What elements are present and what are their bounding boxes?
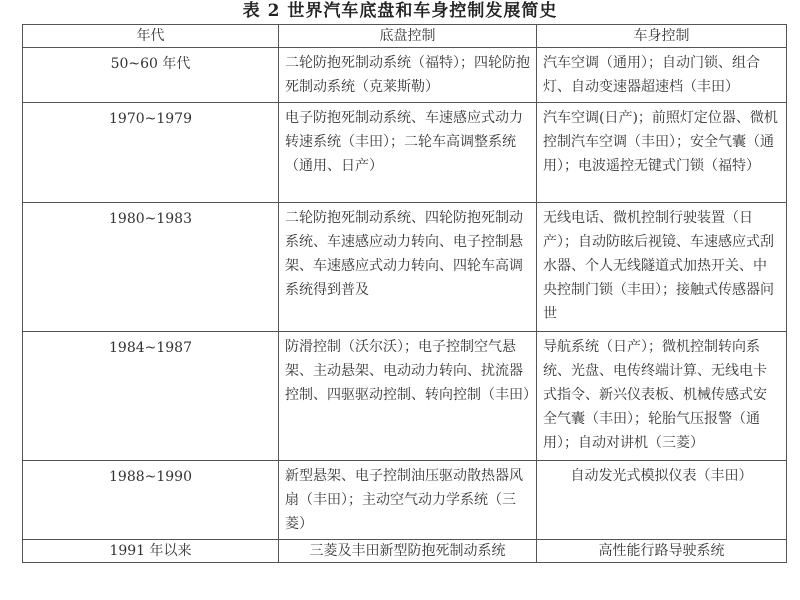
cell-body: 汽车空调（通用）；自动门锁、组合灯、自动变速器超速档（丰田） — [537, 48, 787, 103]
cell-chassis: 二轮防抱死制动系统、四轮防抱死制动系统、车速感应动力转向、电子控制悬架、车速感应式动力转向、四轮车高调系统得到普及 — [279, 203, 537, 332]
table-row — [23, 203, 787, 332]
cell-chassis: 防滑控制（沃尔沃）；电子控制空气悬架、主动悬架、电动动力转向、扰流器控制、四驱驱动控制、转向控制（丰田） — [279, 332, 537, 461]
cell-period: 1988~1990 — [23, 461, 279, 540]
cell-period: 1980~1983 — [23, 203, 279, 332]
header-chassis: 底盘控制 — [279, 25, 537, 48]
table-row — [23, 332, 787, 461]
header-body: 车身控制 — [537, 25, 787, 48]
cell-body: 汽车空调(日产)；前照灯定位器、微机控制汽车空调（丰田）；安全气囊（通用）；电波遥控无键式门锁（福特） — [537, 103, 787, 203]
cell-chassis: 电子防抱死制动系统、车速感应式动力转速系统（丰田）；二轮车高调整系统（通用、日产） — [279, 103, 537, 203]
cell-body: 导航系统（日产）；微机控制转向系统、光盘、电传终端计算、无线电卡式指令、新兴仪表板、机械传感式安全气囊（丰田）；轮胎气压报警（通用）；自动对讲机（三菱） — [537, 332, 787, 461]
table-row — [23, 540, 787, 563]
cell-chassis: 新型悬架、电子控制油压驱动散热器风扇（丰田）；主动空气动力学系统（三菱） — [279, 461, 537, 540]
cell-period: 1991 年以来 — [23, 540, 279, 563]
cell-chassis: 三菱及丰田新型防抱死制动系统 — [279, 540, 537, 563]
header-row — [23, 25, 787, 48]
table-row — [23, 103, 787, 203]
history-table — [22, 24, 787, 563]
header-period: 年代 — [23, 25, 279, 48]
table-row — [23, 48, 787, 103]
cell-body: 自动发光式模拟仪表（丰田） — [537, 461, 787, 540]
cell-period: 1984~1987 — [23, 332, 279, 461]
table-caption: 表 2 世界汽车底盘和车身控制发展简史 — [242, 1, 558, 21]
cell-period: 1970~1979 — [23, 103, 279, 203]
cell-body: 高性能行路导驶系统 — [537, 540, 787, 563]
cell-chassis: 二轮防抱死制动系统（福特）；四轮防抱死制动系统（克莱斯勒） — [279, 48, 537, 103]
table-row — [23, 461, 787, 540]
cell-period: 50~60 年代 — [23, 48, 279, 103]
cell-body: 无线电话、微机控制行驶装置（日产）；自动防眩后视镜、车速感应式刮水器、个人无线隧道式加热开关、中央控制门锁（丰田）；接触式传感器问世 — [537, 203, 787, 332]
